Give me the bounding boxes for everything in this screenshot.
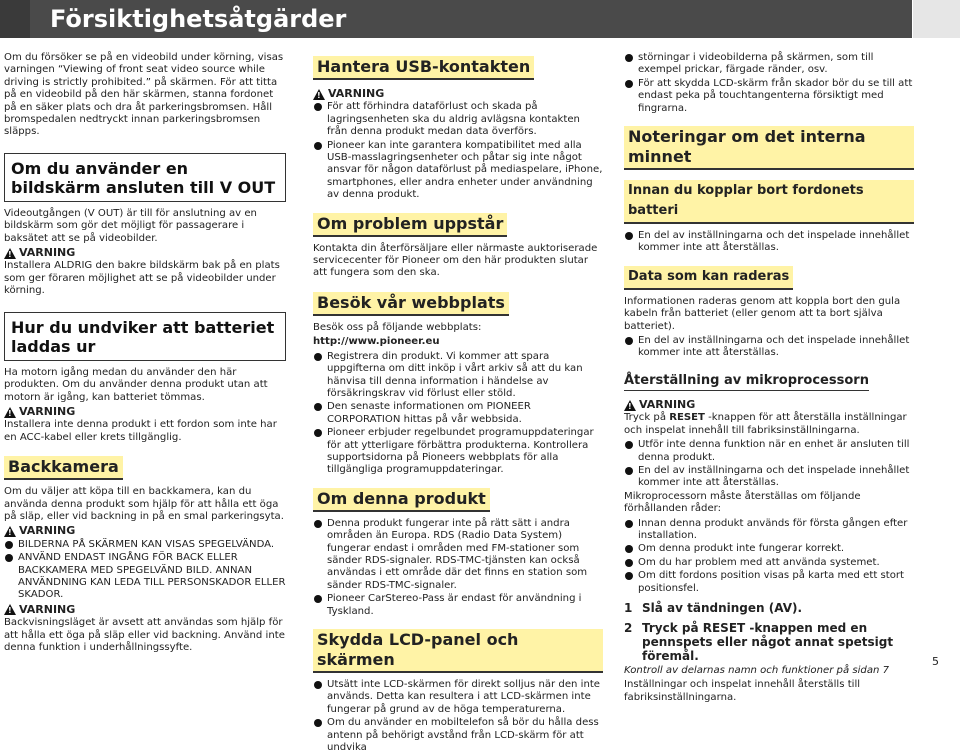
- reset-warning: [624, 412, 914, 437]
- reset-text-pre: Tryck på: [624, 412, 670, 424]
- warning-text: VARNING: [19, 602, 76, 616]
- v-out-text: Videoutgången (V OUT) är till för anslutning av en bildskärm som gör det möjligt för passagerare i baksätet att se på videobilder.: [4, 207, 257, 244]
- lcd-list: [313, 679, 603, 754]
- list-item: BILDERNA PÅ SKÄRMEN KAN VISAS SPEGELVÄNDA.: [4, 539, 286, 551]
- warning-label: [4, 525, 286, 537]
- section-heading-box: [4, 312, 286, 361]
- section-tab: [913, 0, 960, 38]
- warning-text: VARNING: [639, 397, 696, 411]
- warning-label: [4, 604, 286, 616]
- warning-icon: [4, 407, 16, 418]
- list-item: En del av inställningarna och det inspelade innehållet kommer inte att återställas.: [624, 335, 914, 360]
- warning-list: [313, 101, 603, 201]
- list-item: Pioneer CarStereo-Pass är endast för användning i Tyskland.: [313, 593, 603, 618]
- reset-key: RESET: [669, 412, 705, 424]
- warning-icon: [624, 400, 636, 411]
- list-item: Utför inte denna funktion när en enhet är ansluten till denna produkt.: [624, 439, 914, 464]
- page-title: Försiktighetsåtgärder: [50, 5, 347, 33]
- heading-problem: Om problem uppstår: [313, 213, 507, 237]
- continued-list: [624, 52, 914, 115]
- heading-reset: Återställning av mikroprocessorn: [624, 373, 869, 391]
- warning-body: Installera ALDRIG den bakre bildskärm bak på en plats som ger föraren möjlighet att se på videobilder under körning.: [4, 260, 280, 297]
- conditions-list: [624, 518, 914, 595]
- header-bar: [0, 0, 960, 40]
- title-accent: [0, 0, 30, 38]
- heading-backkamera: Backkamera: [4, 456, 123, 480]
- warning-text: VARNING: [19, 404, 76, 418]
- column-1: [4, 52, 286, 656]
- heading-erasable: Data som kan raderas: [624, 266, 793, 290]
- column-2: [313, 52, 603, 755]
- product-list: [313, 518, 603, 618]
- list-item: En del av inställningarna och det inspelade innehållet kommer inte att återställas.: [624, 230, 914, 255]
- reset-result: Inställningar och inspelat innehåll återställs till fabriksinställningarna.: [624, 679, 861, 703]
- list-item: Om du har problem med att använda systemet.: [624, 557, 914, 569]
- backkamera-text: Om du väljer att köpa till en backkamera, kan du använda denna produkt som hjälp för att hålla ett öga på släp, eller vid backning in på en smal parkeringsyta.: [4, 486, 284, 522]
- warning-text: VARNING: [19, 246, 76, 260]
- heading-memory: Noteringar om det interna minnet: [624, 126, 914, 170]
- disconnect-list: [624, 230, 914, 255]
- step-1: [624, 601, 914, 615]
- warning-label: [4, 247, 286, 259]
- column-3: [624, 52, 914, 706]
- problem-text: Kontakta din återförsäljare eller närmaste auktoriserade servicecenter för Pioneer om den här produkten slutar att fungera som den ska.: [313, 242, 598, 279]
- warning-text: VARNING: [328, 87, 385, 100]
- heading-battery: Hur du undviker att batteriet laddas ur: [11, 317, 275, 356]
- list-item: Pioneer kan inte garantera kompatibilitet med alla USB-masslagringsenheter och påtar sig inte något ansvar för någon dataförlust på mediaspelare, iPhone, smartphones, eller andra enheter under användning av denna produkt.: [313, 140, 603, 202]
- erasable-text: Informationen raderas genom att koppla bort den gula kabeln från batteriet (eller genom att ta bort själva batteriet).: [624, 295, 901, 332]
- reset-warning-list: [624, 439, 914, 490]
- erasable-list: [624, 335, 914, 360]
- step-text: Slå av tändningen (AV).: [642, 600, 803, 615]
- warning-icon: [4, 604, 16, 615]
- list-item: Utsätt inte LCD-skärmen för direkt solljus när den inte används. Detta kan resultera i att LCD-skärmen inte fungerar på grund av de höga temperaturerna.: [313, 679, 603, 716]
- list-item: Denna produkt fungerar inte på rätt sätt i andra områden än Europa. RDS (Radio Data System) fungerar endast i områden med FM-stationer som sänder RDS-signaler. RDS-TMC-tjänsten kan också användas i ett område där det finns en station som sänder RDS-TMC-signaler.: [313, 518, 603, 592]
- heading-product: Om denna produkt: [313, 488, 490, 512]
- website-text: Besök oss på följande webbplats:: [313, 321, 482, 333]
- list-item: Pioneer erbjuder regelbundet programuppdateringar för att ytterligare förbättra produkterna. Kontrollera supportsidorna på Pioneers webbplats för alla tillgängliga programuppdateringar.: [313, 427, 603, 477]
- page-number: 5: [932, 655, 939, 668]
- list-item: För att skydda LCD-skärm från skador bör du se till att endast peka på touchtangenterna försiktigt med fingrarna.: [624, 78, 914, 115]
- note-text: Kontroll av delarnas namn och funktioner på sidan 7: [624, 664, 890, 676]
- warning-label: [624, 399, 914, 411]
- list-item: Om ditt fordons position visas på karta med ett stort positionsfel.: [624, 570, 914, 595]
- list-item-continued: störningar i videobilderna på skärmen, som till exempel prickar, färgade ränder, osv.: [624, 52, 914, 77]
- list-item: Registrera din produkt. Vi kommer att spara uppgifterna om ditt inköp i vårt arkiv så att du kan hänvisa till denna information i händelse av försäkringskrav vid förlust eller stöld.: [313, 351, 603, 401]
- list-item: Innan denna produkt används för första gången efter installation.: [624, 518, 914, 543]
- list-item: Den senaste informationen om PIONEER CORPORATION hittas på vår webbsida.: [313, 401, 603, 426]
- warning-body: Installera inte denna produkt i ett fordon som inte har en ACC-kabel eller krets tillgänglig.: [4, 419, 277, 443]
- warning-text: VARNING: [19, 524, 76, 538]
- warning-body: Backvisningsläget är avsett att användas som hjälp för att hålla ett öga på släp eller vid backning. Använd inte denna funktion i underhållningssyfte.: [4, 617, 285, 653]
- warning-icon: [4, 248, 16, 259]
- section-heading-box: [4, 153, 286, 202]
- heading-lcd: Skydda LCD-panel och skärmen: [313, 629, 603, 673]
- heading-v-out: Om du använder en bildskärm ansluten till V OUT: [11, 158, 276, 197]
- list-item: Om du använder en mobiltelefon så bör du hålla dess antenn på behörigt avstånd från LCD-skärm för att undvika: [313, 717, 603, 754]
- reset-text-post: -knappen för att återställa inställningar och inspelat innehåll till fabriksinställningarna.: [624, 412, 907, 436]
- list-item: ANVÄND ENDAST INGÅNG FÖR BACK ELLER BACKKAMERA MED SPEGELVÄND BILD. ANNAN ANVÄNDNING KAN LEDA TILL PERSONSKADOR ELLER SKADOR.: [4, 552, 286, 602]
- warning-label: [313, 88, 603, 100]
- page-title-bar: [0, 0, 912, 38]
- list-item: För att förhindra dataförlust och skada på lagringsenheten ska du aldrig avlägsna kontakten från denna produkt medan data överförs.: [313, 101, 603, 138]
- website-list: [313, 351, 603, 477]
- warning-list: [4, 539, 286, 602]
- heading-usb: Hantera USB-kontakten: [313, 56, 534, 80]
- list-item: En del av inställningarna och det inspelade innehållet kommer inte att återställas.: [624, 465, 914, 490]
- step-2: [624, 621, 914, 663]
- list-item: Om denna produkt inte fungerar korrekt.: [624, 543, 914, 555]
- warning-icon: [4, 526, 16, 537]
- heading-website: Besök vår webbplats: [313, 292, 509, 316]
- website-link[interactable]: http://www.pioneer.eu: [313, 336, 440, 348]
- step-number: 2: [624, 620, 633, 635]
- heading-disconnect: Innan du kopplar bort fordonets batteri: [624, 180, 914, 224]
- warning-label: [4, 406, 286, 418]
- battery-text: Ha motorn igång medan du använder den här produkten. Om du använder denna produkt utan att motorn är igång, kan batteriet tömmas.: [4, 366, 268, 403]
- warning-icon: [313, 89, 325, 100]
- step-number: 1: [624, 600, 633, 615]
- reset-conditions: Mikroprocessorn måste återställas om följande förhållanden råder:: [624, 490, 861, 515]
- intro-text: Om du försöker se på en videobild under körning, visas varningen “Viewing of front seat video source while driving is strictly prohibited.” på skärmen. För att titta på en videobild på den här skärmen, stanna fordonet på en säker plats och dra åt parkeringsbromsen. Håll bromspedalen nedtryckt innan parkeringsbromsen släpps.: [4, 52, 284, 138]
- step-text: Tryck på RESET -knappen med en pennspets eller något annat spetsigt föremål.: [642, 620, 894, 663]
